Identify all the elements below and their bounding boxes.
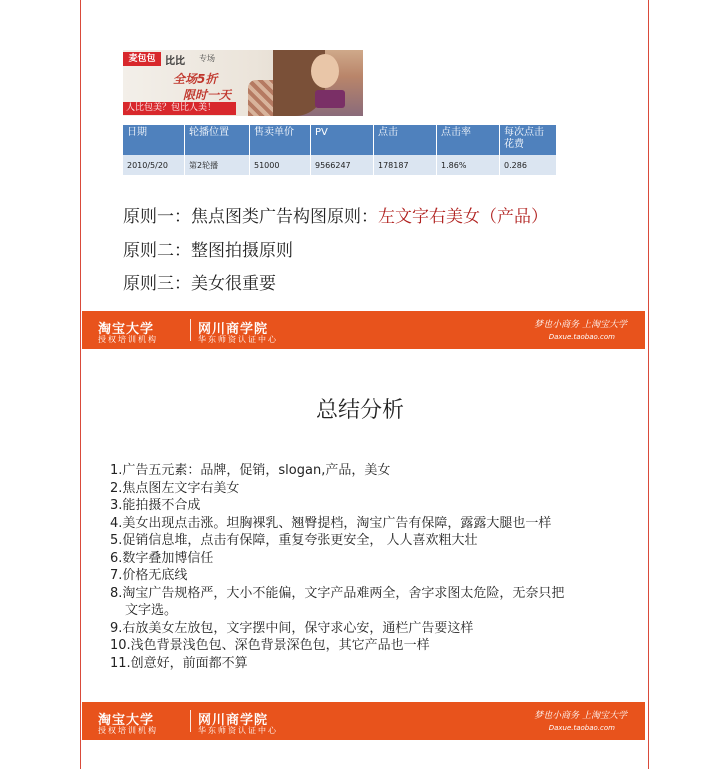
banner-handbag [315, 90, 345, 108]
banner-zone: 专场 [199, 54, 215, 63]
principle-one-text: 原则一：焦点图类广告构图原则： [123, 207, 378, 227]
page-border-left [80, 0, 81, 769]
summary-list [110, 462, 630, 672]
table-header: PV [311, 125, 374, 155]
principle-two: 原则二：整图拍摄原则 [123, 241, 293, 261]
table-header: 点击 [374, 125, 437, 155]
footer-motto: 梦也小商务 上淘宝大学 [534, 711, 627, 721]
footer-brand-right-sub: 华东师资认证中心 [198, 335, 278, 344]
footer-divider [190, 710, 191, 732]
footer-brand-right: 网川商学院 [198, 713, 269, 728]
banner-brand: 比比 [165, 56, 185, 67]
table-header: 售卖单价 [250, 125, 311, 155]
list-item-continuation [110, 602, 630, 620]
table-cell: 1.86% [437, 155, 500, 175]
principle-one [123, 202, 548, 227]
table-header: 点击率 [437, 125, 500, 155]
summary-title: 总结分析 [315, 398, 404, 423]
footer-brand-left: 淘宝大学 [98, 322, 155, 337]
footer-brand-left-sub: 授权培训机构 [98, 726, 158, 735]
table-row [123, 155, 557, 175]
footer-brand-right-sub: 华东师资认证中心 [198, 726, 278, 735]
banner-slogan: 人比包美？包比人美！ [123, 102, 236, 115]
list-item: 3.能拍摄不合成 [110, 498, 201, 513]
banner-model-face [311, 54, 339, 88]
footer-bar [82, 311, 645, 349]
footer-bar [82, 702, 645, 740]
list-item: 9.右放美女左放包，文字摆中间，保守求心安，通栏广告要这样 [110, 620, 474, 636]
banner-headline-2: 限时一天 [183, 88, 232, 102]
list-item: 10.浅色背景浅色包、深色背景深色包，其它产品也一样 [110, 638, 430, 653]
principle-three: 原则三：美女很重要 [123, 274, 276, 294]
list-item: 2.焦点图左文字右美女 [110, 480, 240, 496]
list-item: 1.广告五元素：品牌，促销，slogan,产品，美女 [110, 463, 391, 478]
banner-headline-1: 全场5折 [173, 72, 218, 86]
list-item: 6.数字叠加博信任 [110, 550, 214, 566]
banner-logo: 麦包包 [123, 52, 161, 66]
footer-brand-right: 网川商学院 [198, 322, 269, 337]
list-item: 4.美女出现点击涨。坦胸裸乳、翘臀提档，淘宝广告有保障，露露大腿也一样 [110, 515, 552, 531]
list-item-continuation-text: 文字选。 [125, 603, 178, 618]
page-border-right [648, 0, 649, 769]
list-item: 11.创意好，前面都不算 [110, 655, 248, 671]
table-header: 日期 [123, 125, 185, 155]
footer-url: Daxue.taobao.com [548, 724, 615, 732]
principle-one-highlight: 左文字右美女（产品） [378, 207, 548, 227]
table-cell: 9566247 [311, 155, 374, 175]
table-cell: 51000 [250, 155, 311, 175]
table-header-row [123, 125, 557, 155]
footer-url: Daxue.taobao.com [548, 333, 615, 341]
table-cell: 2010/5/20 [123, 155, 185, 175]
footer-motto: 梦也小商务 上淘宝大学 [534, 320, 627, 330]
footer-brand-left: 淘宝大学 [98, 713, 155, 728]
banner-ad-image [123, 50, 363, 116]
table-header: 轮播位置 [185, 125, 250, 155]
table-cell: 第2轮播 [185, 155, 250, 175]
footer-brand-left-sub: 授权培训机构 [98, 335, 158, 344]
footer-divider [190, 319, 191, 341]
table-cell: 0.286 [500, 155, 557, 175]
list-item: 8.淘宝广告规格严，大小不能偏，文字产品难两全，舍字求图太危险，无奈只把 [110, 585, 565, 601]
list-item: 7.价格无底线 [110, 568, 188, 583]
table-header: 每次点击花费 [500, 125, 557, 155]
list-item: 5.促销信息堆，点击有保障，重复夸张更安全， 人人喜欢粗大壮 [110, 533, 478, 548]
table-cell: 178187 [374, 155, 437, 175]
stats-table [123, 125, 557, 175]
